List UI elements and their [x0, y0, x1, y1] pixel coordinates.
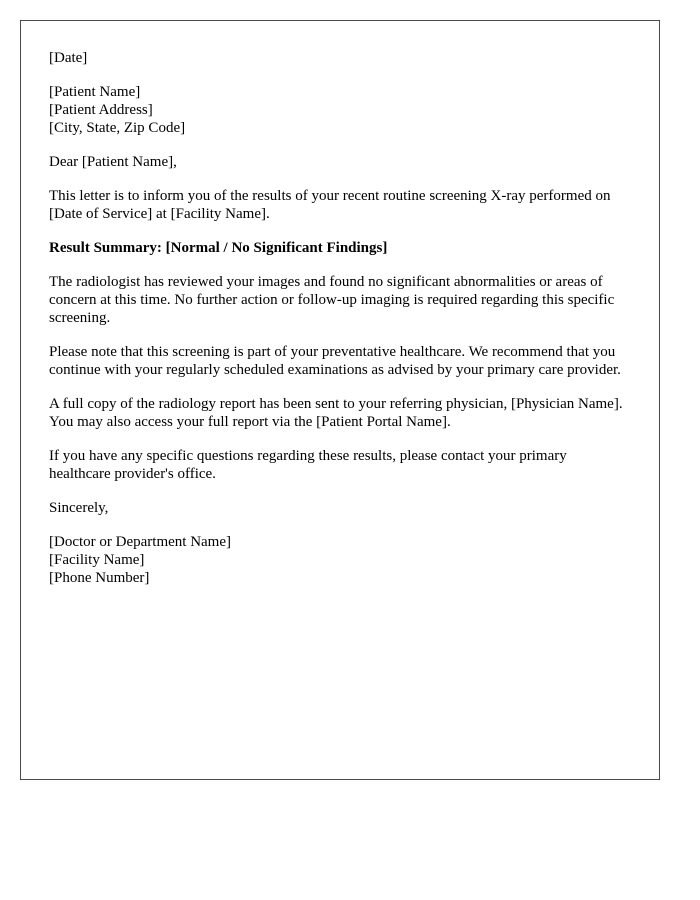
letter-body	[49, 49, 631, 587]
result-summary: Result Summary: [Normal / No Significant Findings]	[49, 240, 388, 256]
signature-block	[49, 533, 631, 587]
signature-phone: [Phone Number]	[49, 570, 150, 586]
intro-paragraph: This letter is to inform you of the results of your recent routine screening X-ray performed on [Date of Service] at [Facility Name].	[49, 188, 611, 222]
letter-page	[20, 20, 660, 780]
date-block	[49, 49, 631, 67]
salutation: Dear [Patient Name],	[49, 154, 177, 170]
letter-date: [Date]	[49, 50, 88, 66]
contact-paragraph: If you have any specific questions regarding these results, please contact your primary healthcare provider's office.	[49, 448, 567, 482]
recipient-address-block	[49, 83, 631, 137]
findings-paragraph: The radiologist has reviewed your images and found no significant abnormalities or areas of concern at this time. No further action or follow-up imaging is required regarding this specific screening.	[49, 274, 615, 326]
preventative-care-paragraph: Please note that this screening is part of your preventative healthcare. We recommend that you continue with your regularly scheduled examinations as advised by your primary care provider.	[49, 344, 621, 378]
signature-facility: [Facility Name]	[49, 552, 145, 568]
recipient-city-state-zip: [City, State, Zip Code]	[49, 120, 186, 136]
closing: Sincerely,	[49, 500, 109, 516]
recipient-address: [Patient Address]	[49, 102, 153, 118]
report-access-paragraph: A full copy of the radiology report has been sent to your referring physician, [Physician Name]. You may also access your full report via the [Patient Portal Name].	[49, 396, 623, 430]
signature-name: [Doctor or Department Name]	[49, 534, 232, 550]
recipient-name: [Patient Name]	[49, 84, 141, 100]
